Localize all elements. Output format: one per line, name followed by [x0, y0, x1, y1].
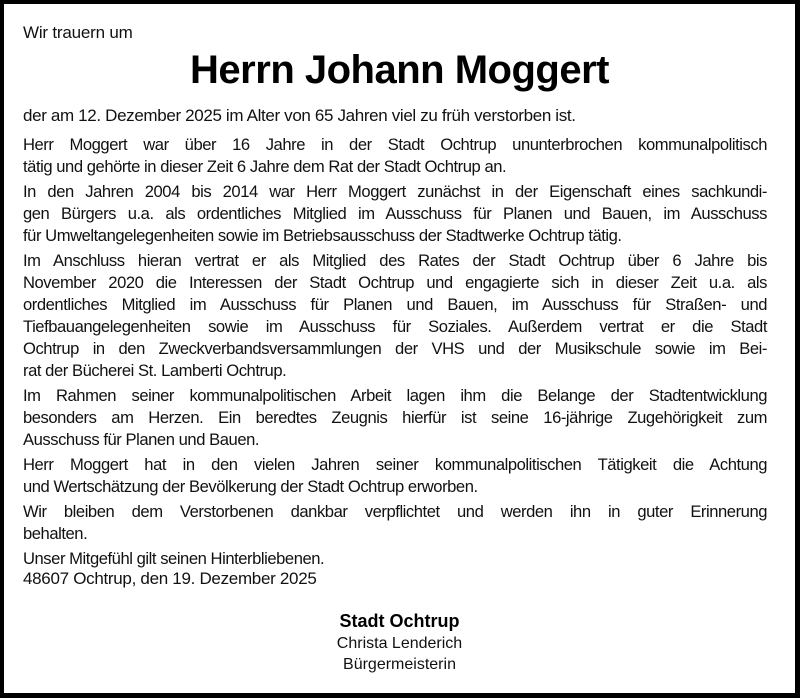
- text-line: Wir bleiben dem Verstorbenen dankbar verpflichtet und werden ihn in guter Erinnerung: [23, 502, 767, 521]
- text-line: gen Bürgers u.a. als ordentliches Mitglied im Ausschuss für Planen und Bauen, im Ausschuss: [23, 204, 767, 223]
- text-line: Ochtrup in den Zweckverbandsversammlungen der VHS und der Musikschule sowie im Bei-: [23, 339, 767, 358]
- text-line: rat der Bücherei St. Lamberti Ochtrup.: [23, 361, 287, 380]
- text-line: November 2020 die Interessen der Stadt Ochtrup und engagierte sich in dieser Zeit u.a. als: [23, 273, 767, 292]
- obituary-notice: [4, 4, 795, 693]
- place-and-date: 48607 Ochtrup, den 19. Dezember 2025: [23, 569, 317, 588]
- paragraph-tenure: [23, 134, 767, 178]
- text-line: Tiefbauangelegenheiten sowie im Ausschuss für Soziales. Außerdem vertrat er die Stadt: [23, 317, 767, 336]
- paragraph-2004-2014: [23, 181, 767, 247]
- paragraph-condolences: [23, 548, 767, 570]
- paragraph-urban-development: [23, 385, 767, 451]
- paragraph-council-member: [23, 250, 767, 382]
- text-line: tätig und gehörte in dieser Zeit 6 Jahre dem Rat der Stadt Ochtrup an.: [23, 157, 507, 176]
- text-line: behalten.: [23, 524, 88, 543]
- deceased-name-heading: Herrn Johann Moggert: [190, 48, 609, 92]
- signature-organization: Stadt Ochtrup: [339, 611, 460, 631]
- text-line: besonders am Herzen. Ein beredtes Zeugnis hierfür ist seine 16-jährige Zugehörigkeit zum: [23, 408, 767, 427]
- death-date-line: der am 12. Dezember 2025 im Alter von 65 Jahren viel zu früh verstorben ist.: [23, 106, 576, 125]
- text-line: für Umweltangelegenheiten sowie im Betriebsausschuss der Stadtwerke Ochtrup tätig.: [23, 226, 622, 245]
- text-line: Im Rahmen seiner kommunalpolitischen Arbeit lagen ihm die Belange der Stadtentwicklung: [23, 386, 767, 405]
- signature-role: Bürgermeisterin: [343, 656, 456, 673]
- text-line: In den Jahren 2004 bis 2014 war Herr Moggert zunächst in der Eigenschaft eines sachkundi-: [23, 182, 767, 201]
- text-line: ordentliches Mitglied im Ausschuss für Planen und Bauen, im Ausschuss für Straßen- und: [23, 295, 767, 314]
- paragraph-respect: [23, 454, 767, 498]
- text-line: Herr Moggert hat in den vielen Jahren seiner kommunalpolitischen Tätigkeit die Achtung: [23, 455, 767, 474]
- text-line: Herr Moggert war über 16 Jahre in der Stadt Ochtrup ununterbrochen kommunalpolitisch: [23, 135, 767, 154]
- text-line: Im Anschluss hieran vertrat er als Mitglied des Rates der Stadt Ochtrup über 6 Jahre bis: [23, 251, 767, 270]
- obituary-body: [23, 134, 767, 573]
- signature-block: [4, 610, 795, 675]
- signature-name: Christa Lenderich: [336, 635, 463, 652]
- paragraph-gratitude: [23, 501, 767, 545]
- text-line: Unser Mitgefühl gilt seinen Hinterbliebenen.: [23, 549, 325, 568]
- text-line: Ausschuss für Planen und Bauen.: [23, 430, 260, 449]
- intro-text: Wir trauern um: [23, 23, 133, 42]
- text-line: und Wertschätzung der Bevölkerung der Stadt Ochtrup erworben.: [23, 477, 478, 496]
